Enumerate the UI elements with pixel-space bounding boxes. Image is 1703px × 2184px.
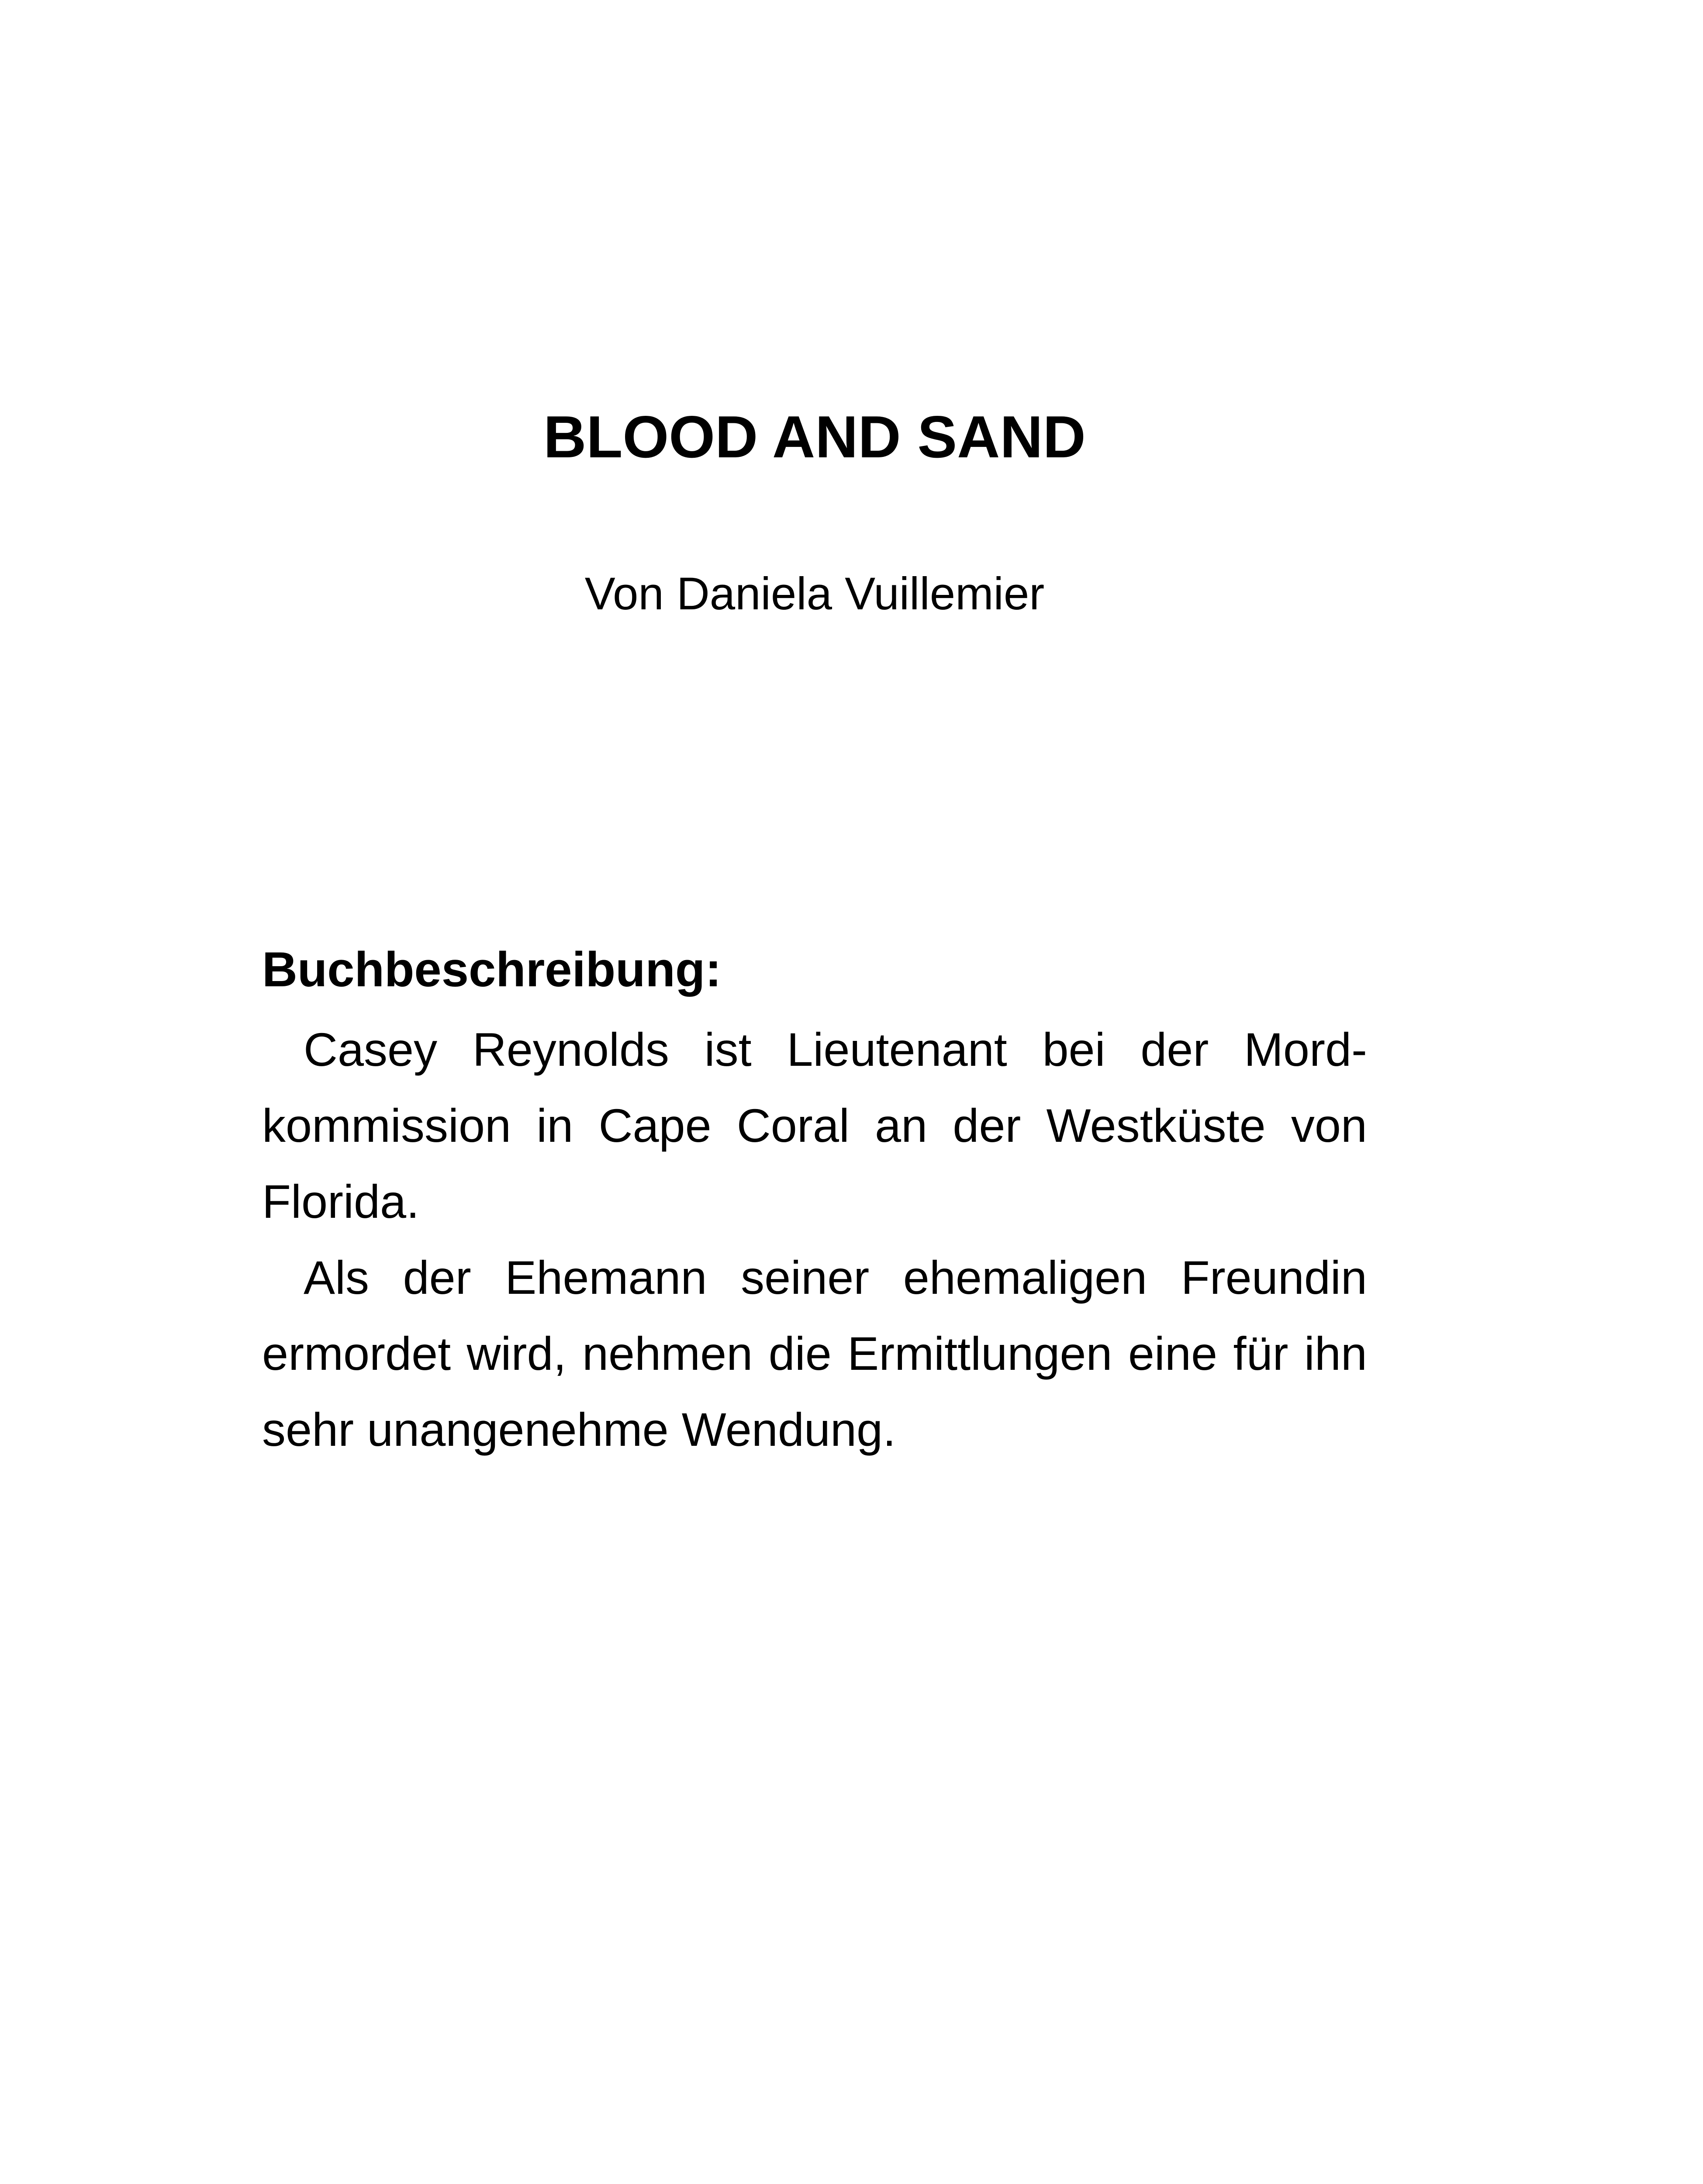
author-line: Von Daniela Vuillemier [584, 568, 1045, 619]
description-body [262, 1012, 1367, 1468]
book-title: BLOOD AND SAND [543, 404, 1086, 470]
description-paragraph: Casey Reynolds ist Lieutenant bei der Mordkommission in Cape Coral an der Westküste von Florida. [262, 1023, 1367, 1228]
description-heading: Buchbeschreibung: [262, 942, 722, 997]
description-paragraph: Als der Ehemann seiner ehemaligen Freundin ermordet wird, nehmen die Ermittlungen eine für ihn sehr unangenehme Wendung. [262, 1251, 1367, 1456]
